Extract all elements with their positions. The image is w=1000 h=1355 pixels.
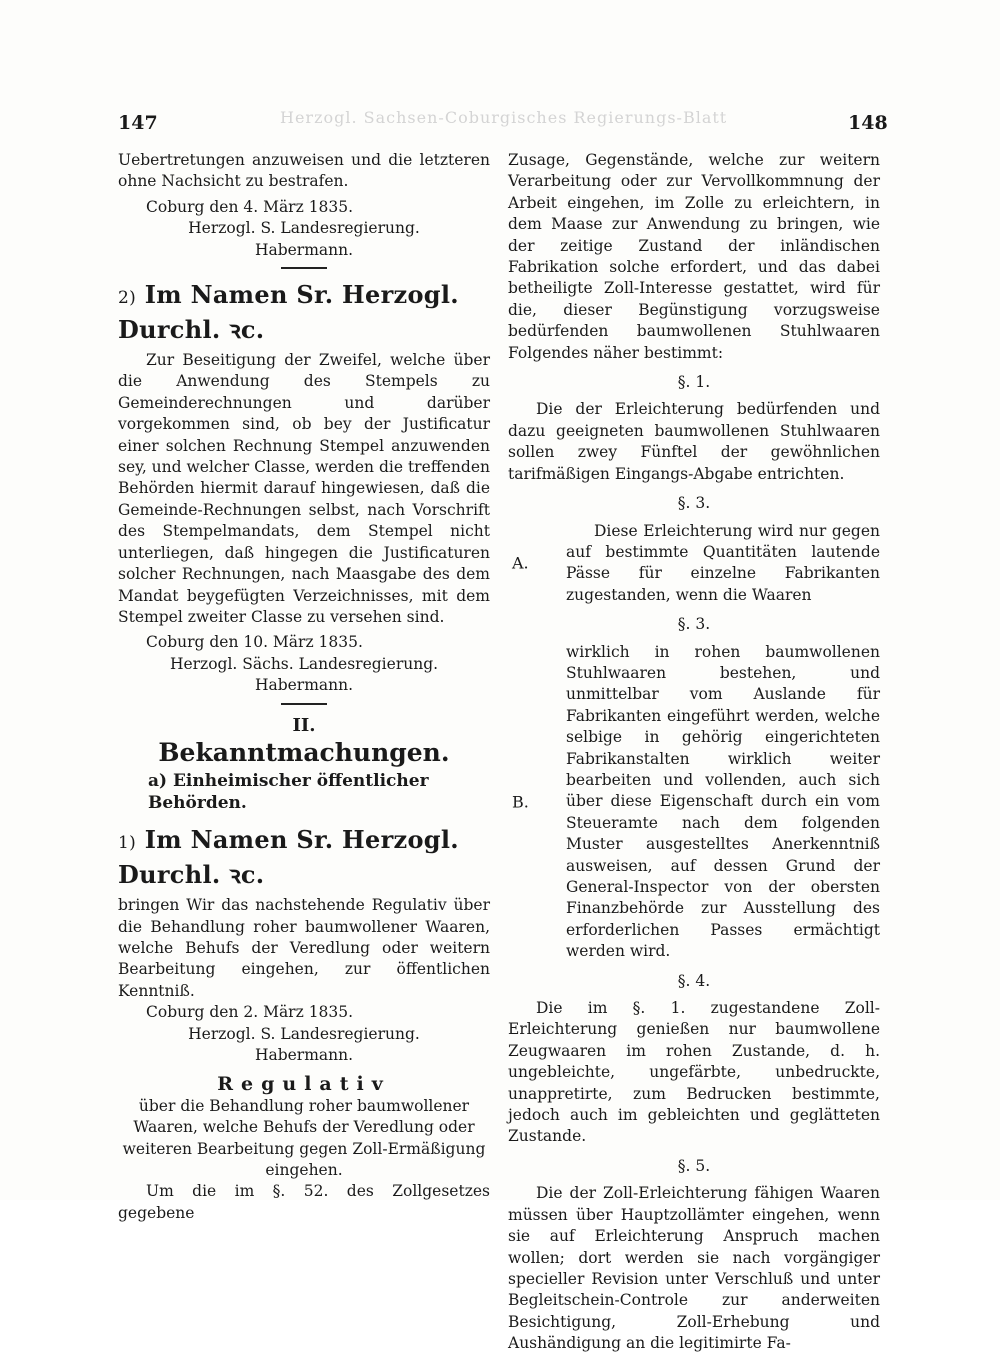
decree-2-title: Im Namen Sr. Herzogl. Durchl. ꝛc. xyxy=(118,280,459,345)
marker-a: A. xyxy=(512,553,529,573)
paragraph-4-text: Die im §. 1. zugestandene Zoll-Erleichterung genießen nur baumwollene Zeugwaaren im rohen Zustande, d. h. ungebleichte, ungefärbte, unbedruckte, unappretirte, zum Bedrucken bestimmte, jedoch auch im gebleichten und geglätteten Zustande. xyxy=(508,999,880,1146)
faint-running-header: Herzogl. Sachsen-Coburgisches Regierungs-Blatt xyxy=(280,108,728,127)
subsection-heading: a) Einheimischer öffentlicher Behörden. xyxy=(148,771,429,813)
intro-signature: Habermann. xyxy=(254,240,354,259)
separator-rule xyxy=(281,703,327,705)
decree-2-heading xyxy=(118,279,490,346)
separator-rule xyxy=(281,267,327,269)
paragraph-5-label: §. 5. xyxy=(677,1156,711,1175)
decree-2-authority: Herzogl. Sächs. Landesregierung. xyxy=(169,654,439,673)
section-numeral: II. xyxy=(292,714,316,736)
marker-b: B. xyxy=(512,792,529,812)
decree-1-text: bringen Wir das nachstehende Regulativ über die Behandlung roher baumwollener Waaren, welche Behufs der Veredlung oder weitern Bearbeitung eingehen, zur öffentlichen Kenntniß. xyxy=(118,896,490,1000)
intro-authority: Herzogl. S. Landesregierung. xyxy=(188,219,420,238)
left-column xyxy=(118,150,490,1224)
paragraph-3a-label: §. 3. xyxy=(677,494,711,513)
page-number-right: 148 xyxy=(848,112,888,134)
decree-1-authority: Herzogl. S. Landesregierung. xyxy=(188,1024,420,1043)
decree-2-number: 2) xyxy=(118,288,137,309)
decree-2-signature: Habermann. xyxy=(254,676,354,695)
paragraph-5-text: Die der Zoll-Erleichterung fähigen Waaren müssen über Hauptzollämter eingehen, wenn sie auf Erleichterung Anspruch machen wollen; dort werden sie nach vorgängiger specieller Revision unter Verschluß und unter Begleitschein-Controle zur anderweiten Besichtigung, Zoll-Erhebung und Aushändigung an die legitimirte Fa- xyxy=(508,1184,880,1353)
regulativ-title: Regulativ xyxy=(217,1073,391,1096)
paragraph-3a-text: Diese Erleichterung wird nur gegen auf bestimmte Quantitäten lautende Pässe für einzelne Fabrikanten zugestanden, wenn die Waaren xyxy=(566,521,880,604)
regulativ-subtitle: über die Behandlung roher baumwollener Waaren, welche Behufs der Veredlung oder weiteren Bearbeitung gegen Zoll-Ermäßigung eingehen. xyxy=(122,1096,486,1180)
paragraph-1-text: Die der Erleichterung bedürfenden und dazu geeigneten baumwollenen Stuhlwaaren sollen zwey Fünftel der gewöhnlichen tarifmäßigen Eingangs-Abgabe entrichten. xyxy=(508,400,880,483)
regulativ-start: Um die im §. 52. des Zollgesetzes gegebene xyxy=(118,1182,490,1222)
paragraph-1-label: §. 1. xyxy=(677,373,711,392)
paragraph-3b-text: wirklich in rohen baumwollenen Stuhlwaaren bestehen, und unmittelbar vom Auslande für Fabrikanten eingeführt werden, welche selbige in gehörig eingerichteten Fabrikanstalten wirklich weiter bearbeiten und vollenden, auch sich über diese Eigenschaft durch ein vom Steueramte nach dem folgenden Muster ausgestelltes Anerkenntniß ausweisen, auf dessen Grund der General-Inspector von der obersten Finanzbehörde zur Ausstellung des erforderlichen Passes ermächtigt werden wird. xyxy=(566,642,880,961)
paragraph-3b-block xyxy=(508,642,880,963)
right-column xyxy=(508,150,880,1355)
decree-1-title: Im Namen Sr. Herzogl. Durchl. ꝛc. xyxy=(118,825,459,890)
opening-text: Zusage, Gegenstände, welche zur weitern Verarbeitung oder zur Vervollkommnung der Arbeit eingehen, im Zolle zu erleichtern, in dem Maase zur Anwendung zu bringen, wie der zeitige Zustand der inländischen Fabrikation solche erfordert, und das dabei betheiligte Zoll-Interesse gestattet, wird für die, dieser Begünstigung vorzugsweise bedürfenden baumwollenen Stuhlwaaren Folgendes näher bestimmt: xyxy=(508,151,880,362)
decree-2-text: Zur Beseitigung der Zweifel, welche über die Anwendung des Stempels zu Gemeinderechnungen und darüber vorgekommen sind, ob bey der Justificatur einer solchen Rechnung Stempel anzuwenden sey, und welcher Classe, werden die treffenden Behörden hiermit darauf hingewiesen, daß die Gemeinde-Rechnungen selbst, nach Vorschrift des Stempelmandats, dem Stempel nicht unterliegen, daß hingegen die Justificaturen solcher Rechnungen, nach Maasgabe des dem Mandat beygefügten Verzeichnisses, mit dem Stempel zweiter Classe zu versehen sind. xyxy=(118,351,490,626)
paragraph-4-label: §. 4. xyxy=(677,971,711,990)
page-number-left: 147 xyxy=(118,112,158,134)
paragraph-3b-label: §. 3. xyxy=(677,615,711,634)
section-heading: Bekanntmachungen. xyxy=(158,737,450,767)
decree-1-signature: Habermann. xyxy=(254,1046,354,1064)
decree-1-heading xyxy=(118,824,490,891)
decree-1-number: 1) xyxy=(118,833,137,854)
decree-2-date: Coburg den 10. März 1835. xyxy=(146,633,363,652)
paragraph-3a-block xyxy=(508,521,880,607)
intro-date: Coburg den 4. März 1835. xyxy=(146,197,354,216)
intro-text: Uebertretungen anzuweisen und die letzteren ohne Nachsicht zu bestrafen. xyxy=(118,151,490,191)
decree-1-date: Coburg den 2. März 1835. xyxy=(146,1003,354,1022)
